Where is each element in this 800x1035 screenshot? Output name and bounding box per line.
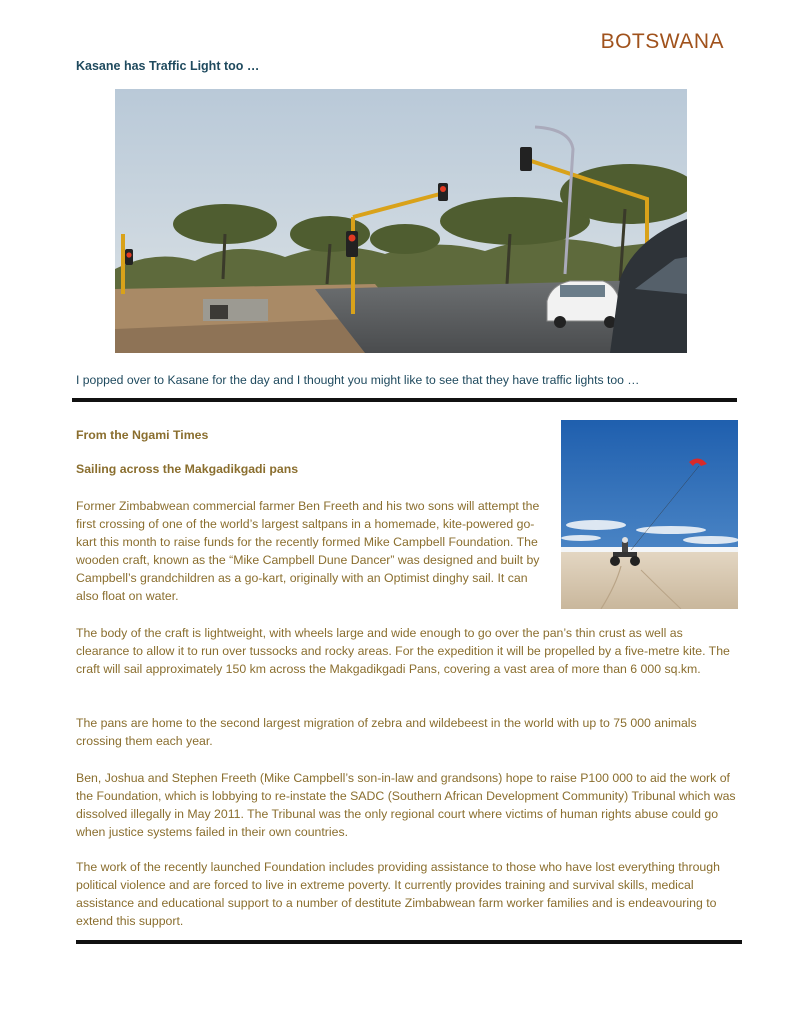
article-paragraph-2: The body of the craft is lightweight, with wheels large and wide enough to go over the pan’s thin crust as well as clearance to allow it to run over tussocks and rocky areas. For the expedition it will be propelled by a five-metre kite. The craft will sail approximately 150 km across the Makgadikgadi Pans, covering a vast area of more than 6 000 sq.km. bbox=[76, 626, 730, 676]
article-paragraph-3: The pans are home to the second largest migration of zebra and wildebeest in the world with up to 75 000 animals crossing them each year. bbox=[76, 716, 697, 748]
kite-kart-photo bbox=[561, 420, 738, 609]
section-title: Kasane has Traffic Light too … bbox=[76, 59, 260, 73]
article-headline: Sailing across the Makgadikgadi pans bbox=[76, 462, 299, 476]
section-divider-top bbox=[72, 398, 737, 402]
article-paragraph-5: The work of the recently launched Foundation includes providing assistance to those who have lost everything through political violence and are forced to live in extreme poverty. It currently provides training and survival skills, medical assistance and educational support to a number of destitute Zimbabwean farm worker families and is endeavouring to extend this support. bbox=[76, 860, 720, 928]
photo-caption: I popped over to Kasane for the day and I thought you might like to see that they have traffic lights too … bbox=[76, 373, 640, 387]
article-paragraph-1: Former Zimbabwean commercial farmer Ben Freeth and his two sons will attempt the first crossing of one of the world’s largest saltpans in a homemade, kite-powered go-kart this month to raise funds for the recently formed Mike Campbell Foundation. The wooden craft, known as the “Mike Campbell Dune Dancer” was designed and built by Campbell’s grandchildren as a go-kart, originally with an Optimist dinghy sail. It can also float on water. bbox=[76, 499, 540, 603]
article-source: From the Ngami Times bbox=[76, 428, 209, 442]
traffic-light-photo bbox=[115, 89, 687, 353]
article-paragraph-4: Ben, Joshua and Stephen Freeth (Mike Campbell’s son-in-law and grandsons) hope to raise P100 000 to aid the work of the Foundation, which is lobbying to re-instate the SADC (Southern African Development Community) Tribunal which was dissolved illegally in May 2011. The Tribunal was the only regional court where victims of human rights abuse could go when justice systems failed in their own countries. bbox=[76, 771, 736, 839]
country-heading: BOTSWANA bbox=[600, 30, 724, 53]
section-divider-bottom bbox=[76, 940, 742, 944]
